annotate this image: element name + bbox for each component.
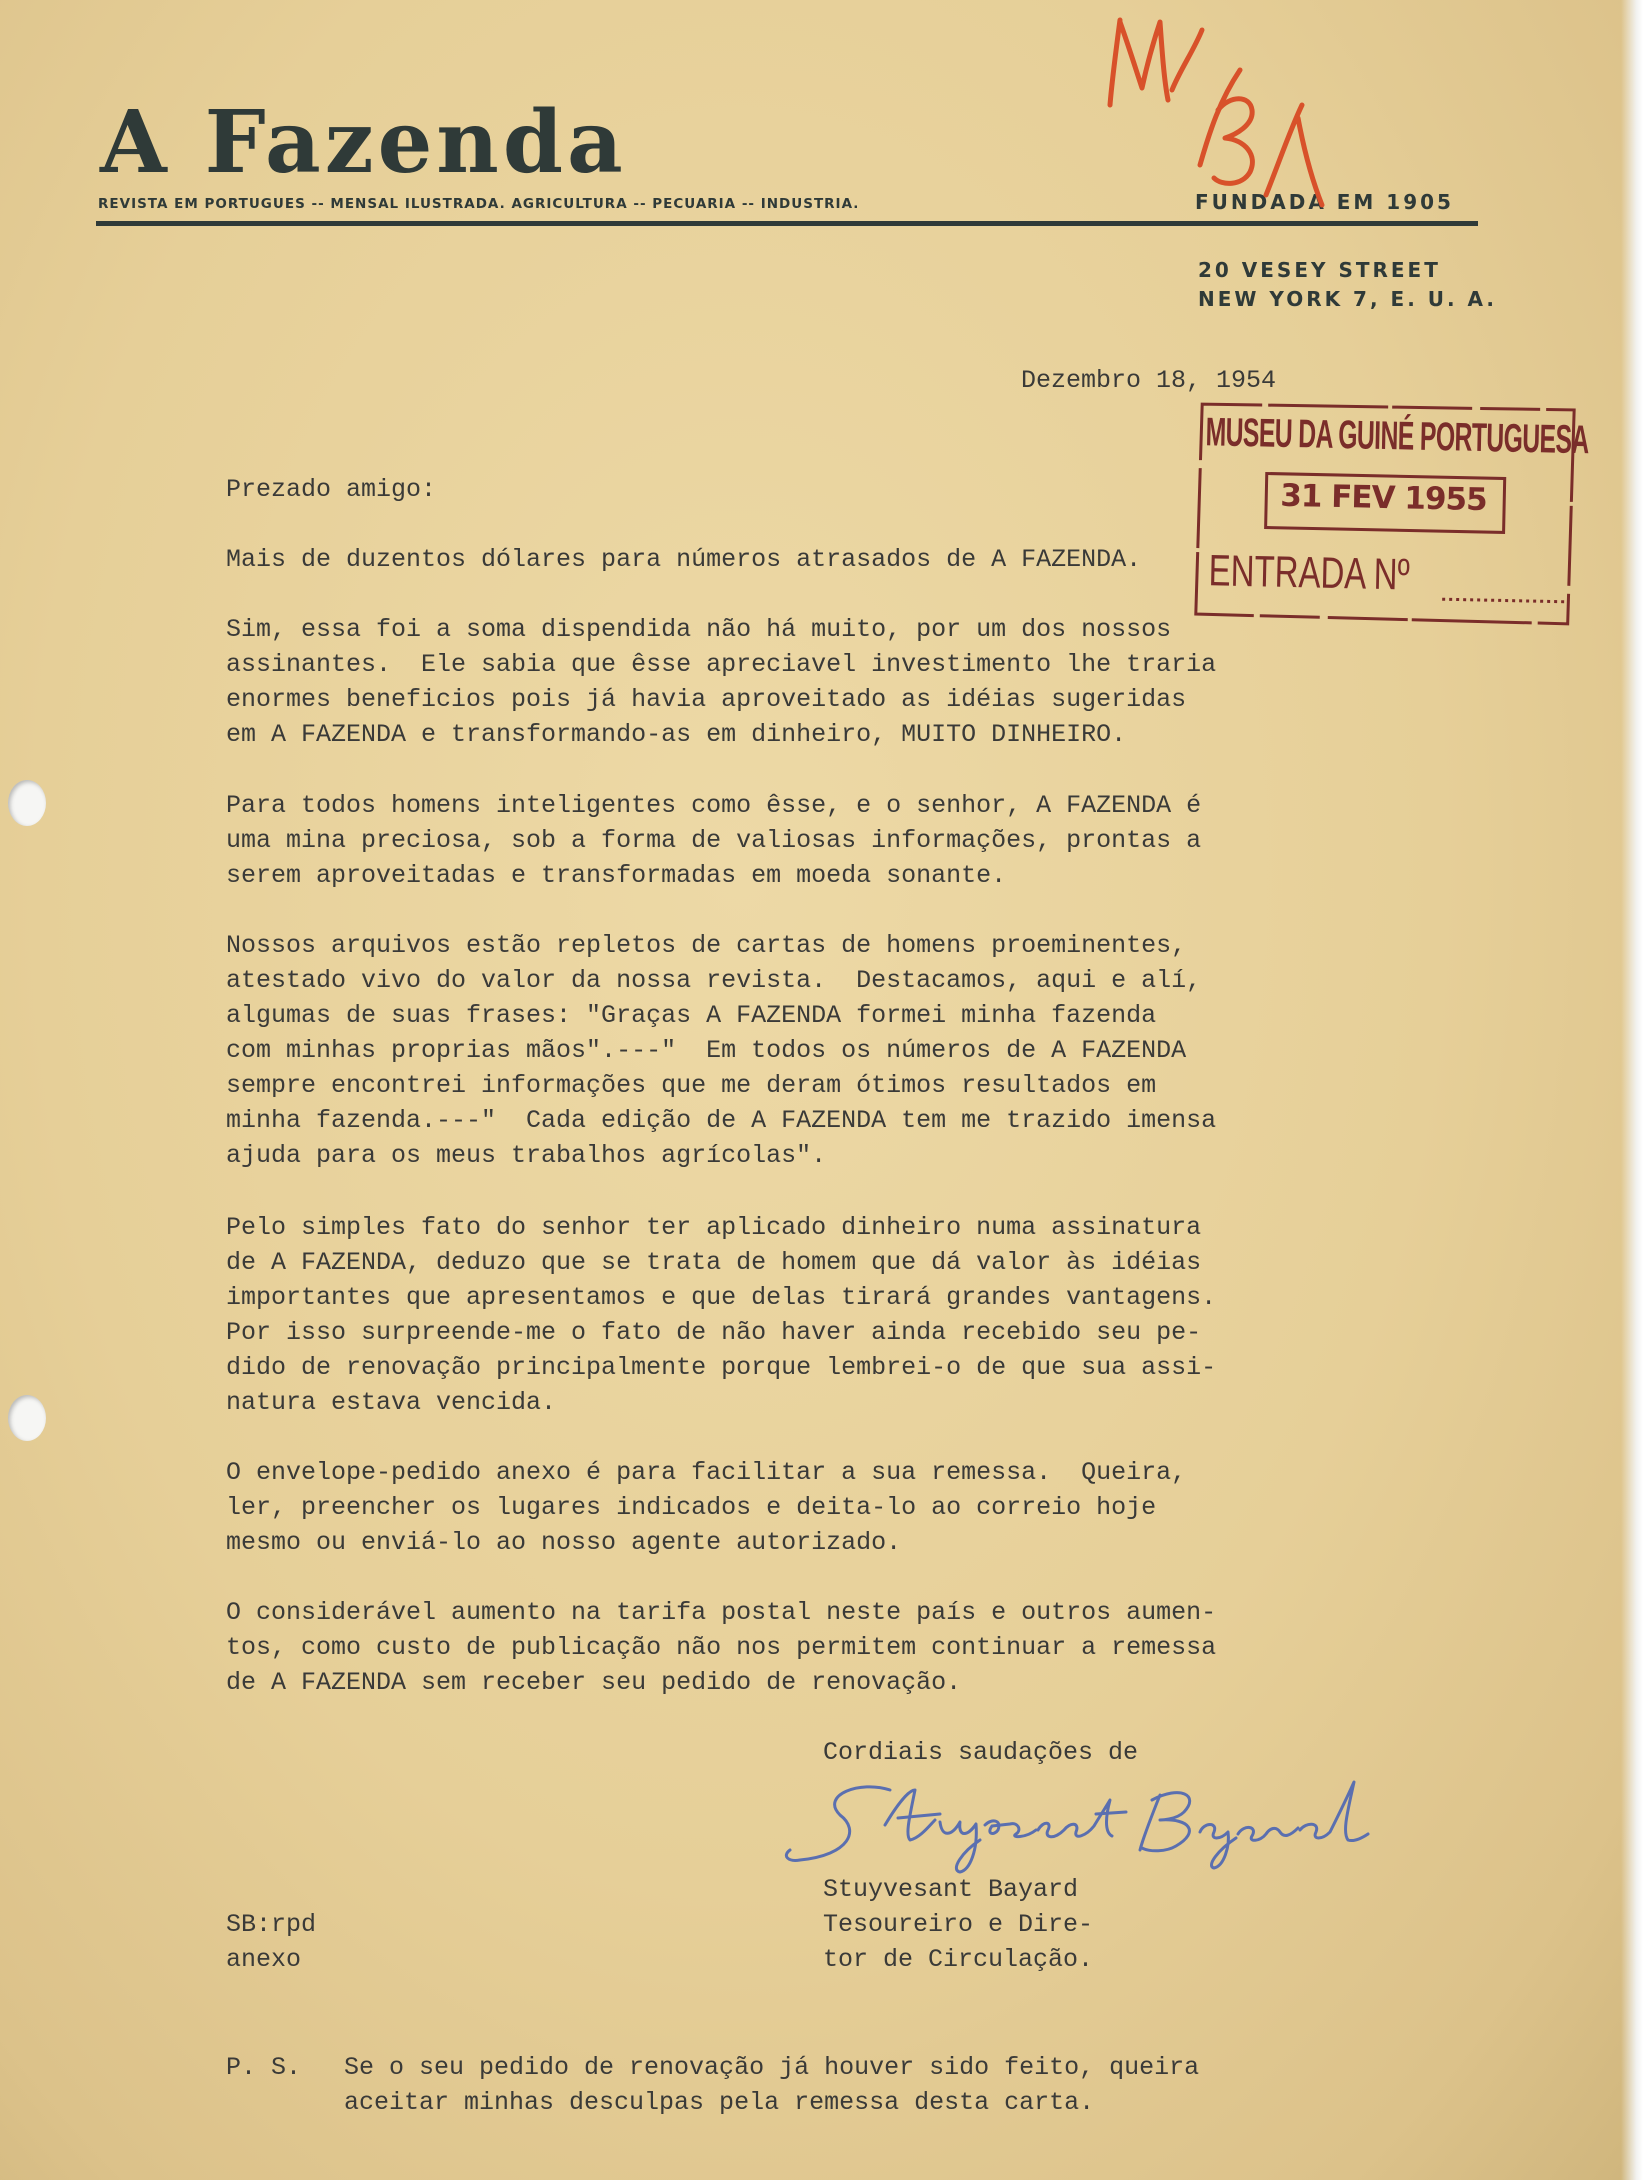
paragraph-6: O envelope-pedido anexo é para facilitar a sua remessa. Queira, ler, preencher os lugares indicados e deita-lo ao correio hoje mesmo ou enviá-lo ao nosso agente autorizado. [226, 1458, 1187, 1557]
address-line-1: 20 VESEY STREET [1198, 258, 1441, 282]
paragraph-1: Mais de duzentos dólares para números atrasados de A FAZENDA. [226, 545, 1142, 574]
signer-block: Stuyvesant Bayard Tesoureiro e Dire- tor de Circulação. [823, 1875, 1094, 1974]
stamp-museum-name: MUSEU DA GUINÉ PORTUGUESA [1205, 410, 1590, 463]
letterhead-address [1198, 256, 1497, 314]
stamp-date: 31 FEV 1955 [1279, 477, 1487, 519]
address-line-2: NEW YORK 7, E. U. A. [1198, 287, 1498, 311]
stamp-entrada: ENTRADA Nº [1208, 546, 1411, 600]
punch-hole-upper [8, 780, 46, 826]
paragraph-7: O considerável aumento na tarifa postal neste país e outros aumen- tos, como custo de publicação não nos permitem continuar a remessa de A FAZENDA sem receber seu pedido de renovação. [226, 1598, 1217, 1697]
letter-date: Dezembro 18, 1954 [1021, 366, 1277, 395]
handwritten-reference-mark [1090, 0, 1340, 220]
paper-edge [1621, 0, 1643, 2180]
paragraph-2: Sim, essa foi a soma dispendida não há muito, por um dos nossos assinantes. Ele sabia que êsse apreciavel investimento lhe traria enormes beneficios pois já havia aproveitado as idéias sugeridas em A FAZENDA e transformando-as em dinheiro, MUITO DINHEIRO. [226, 615, 1217, 749]
letterhead-subtitle: REVISTA EM PORTUGUES -- MENSAL ILUSTRADA. AGRICULTURA -- PECUARIA -- INDUSTRIA. [98, 196, 860, 212]
postscript-label: P. S. [226, 2053, 302, 2082]
closing: Cordiais saudações de [823, 1738, 1139, 1767]
punch-hole-lower [8, 1395, 46, 1441]
handwritten-signature [780, 1770, 1370, 1880]
museum-received-stamp [1194, 394, 1590, 628]
letterhead-title: A Fazenda [100, 92, 627, 193]
paragraph-4: Nossos arquivos estão repletos de cartas de homens proeminentes, atestado vivo do valor da nossa revista. Destacamos, aqui e alí, algumas de suas frases: "Graças A FAZENDA formei minha fazenda com minhas proprias mãos".---" Em todos os números de A FAZENDA sempre encontrei informações que me deram ótimos resultados em minha fazenda.---" Cada edição de A FAZENDA tem me trazido imensa ajuda para os meus trabalhos agrícolas". [226, 931, 1217, 1170]
paragraph-5: Pelo simples fato do senhor ter aplicado dinheiro numa assinatura de A FAZENDA, deduzo que se trata de homem que dá valor às idéias importantes que apresentamos e que delas tirará grandes vantagens. Por isso surpreende-me o fato de não haver ainda recebido seu pe- dido de renovação principalmente porque lembrei-o de que sua assi- natura estava vencida. [226, 1213, 1217, 1417]
postscript-text: Se o seu pedido de renovação já houver sido feito, queira aceitar minhas desculpas pela remessa desta carta. [344, 2053, 1200, 2117]
reference-initials: SB:rpd anexo [226, 1910, 317, 1974]
letterhead-rule [96, 221, 1478, 226]
salutation: Prezado amigo: [226, 475, 437, 504]
paragraph-3: Para todos homens inteligentes como êsse, e o senhor, A FAZENDA é uma mina preciosa, sob a forma de valiosas informações, prontas a serem aproveitadas e transformadas em moeda sonante. [226, 791, 1202, 890]
letterhead-founded: FUNDADA EM 1905 [1195, 190, 1454, 214]
